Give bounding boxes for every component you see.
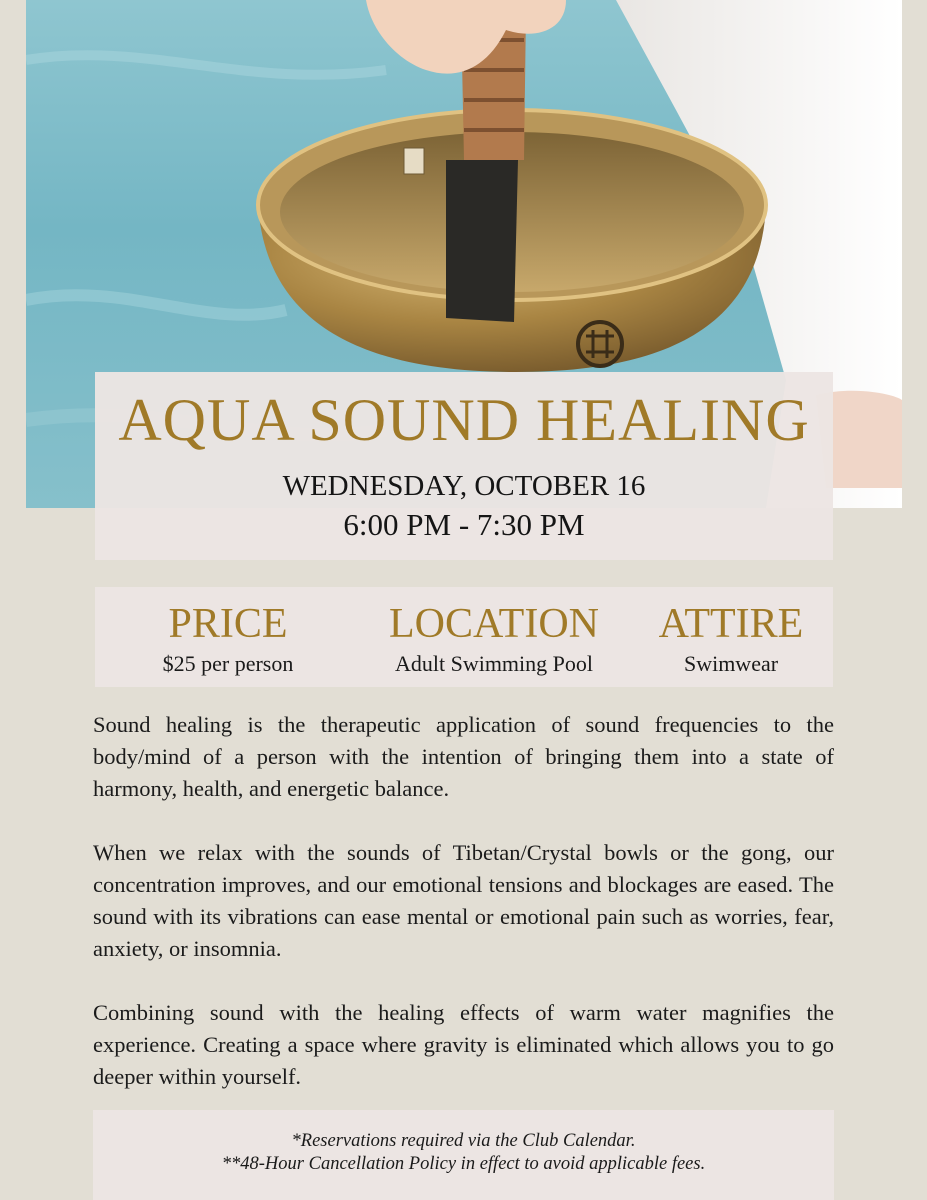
location-label: LOCATION	[389, 601, 599, 647]
event-header-panel	[95, 372, 833, 560]
location-value: Adult Swimming Pool	[394, 651, 594, 676]
description-paragraph: Combining sound with the healing effects of warm water magnifies the experience. Creating a space where gravity is eliminated which allows you to go deeper within yourself.	[93, 1000, 834, 1089]
event-title: AQUA SOUND HEALING	[118, 387, 810, 453]
price-info	[125, 601, 331, 677]
event-time: 6:00 PM - 7:30 PM	[343, 507, 585, 542]
reservation-note: *Reservations required via the Club Calendar.	[291, 1131, 636, 1151]
policy-notes-panel	[93, 1110, 834, 1200]
price-label: PRICE	[168, 601, 288, 647]
attire-value: Swimwear	[683, 651, 779, 676]
cancellation-note: **48-Hour Cancellation Policy in effect to avoid applicable fees.	[221, 1154, 706, 1174]
description-paragraph: When we relax with the sounds of Tibetan/Crystal bowls or the gong, our concentration improves, and our emotional tensions and blockages are eased. The sound with its vibrations can ease mental or emotional pain such as worries, fear, anxiety, or insomnia.	[93, 840, 834, 961]
location-info	[361, 601, 627, 677]
event-description	[93, 709, 834, 1125]
attire-label: ATTIRE	[658, 601, 804, 647]
event-info-panel	[95, 587, 833, 687]
description-paragraph: Sound healing is the therapeutic application of sound frequencies to the body/mind of a person with the intention of bringing them into a state of harmony, health, and energetic balance.	[93, 712, 834, 801]
event-date: WEDNESDAY, OCTOBER 16	[282, 470, 646, 502]
price-value: $25 per person	[162, 651, 294, 676]
attire-info	[649, 601, 813, 677]
